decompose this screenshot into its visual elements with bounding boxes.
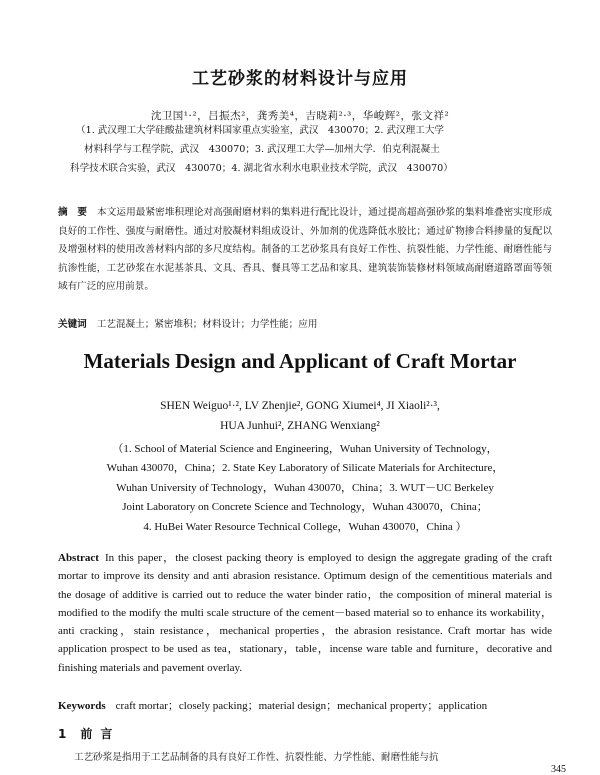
section-title: 前言 — [80, 727, 121, 741]
keywords-english — [58, 697, 487, 713]
abstract-english-label: Abstract — [58, 552, 99, 564]
abstract-chinese-text: 本文运用最紧密堆积理论对高强耐磨材料的集料进行配比设计，通过提高超高强砂浆的集料堆叠密实度形成良好的工作性、强度与耐磨性。通过对胶凝材料组成设计、外加剂的优选降低水胶比；通过矿物掺合料掺量的复配以及增强材料的使用改善材料内部的多尺度结构。制备的工艺砂浆具有良好工作性、抗裂性能、力学性能、耐磨性能与抗渗性能，工艺砂浆在水泥基茶具、文具、香具、餐具等工艺品和家具、建筑装饰装修材料领域高耐磨道路罩面等领域有广泛的应用前景。 — [58, 207, 553, 293]
affiliation-english-line-5: 4. HuBei Water Resource Technical College，Wuhan 430070，China ） — [143, 520, 467, 533]
page-number: 345 — [551, 764, 566, 775]
abstract-english — [58, 549, 552, 677]
affiliation-chinese-line-3: 科学技术联合实验，武汉 430070；4. 湖北省水利水电职业技术学院，武汉 430070） — [70, 163, 453, 174]
affiliation-english-line-1: （1. School of Material Science and Engineering，Wuhan University of Technology， — [112, 443, 498, 455]
keywords-chinese-label: 关键词 — [58, 319, 87, 330]
affiliations-english — [58, 440, 552, 537]
affiliation-english-line-4: Joint Laboratory on Concrete Science and Technology，Wuhan 430070，China； — [122, 501, 488, 514]
keywords-chinese — [58, 316, 317, 330]
affiliation-english-line-2: Wuhan 430070，China；2. State Key Laboratory of Silicate Materials for Architecture， — [106, 462, 504, 475]
abstract-chinese-label: 摘 要 — [58, 207, 88, 218]
keywords-english-text: craft mortar；closely packing；material design；mechanical property；application — [115, 700, 488, 712]
title-chinese: 工艺砂浆的材料设计与应用 — [192, 69, 408, 89]
keywords-chinese-text: 工艺混凝土；紧密堆积；材料设计；力学性能；应用 — [96, 319, 318, 330]
section-1-body-text: 工艺砂浆是指用于工艺品制备的具有良好工作性、抗裂性能、力学性能、耐磨性能与抗 — [74, 752, 439, 763]
section-heading-1 — [58, 725, 120, 742]
authors-chinese: 沈卫国¹·²，吕振杰²，龚秀美⁴，吉晓莉²·³，华峻辉²，张文祥² — [150, 110, 450, 122]
authors-english-line-1: SHEN Weiguo¹·², LV Zhenjie², GONG Xiumei⁴, JI Xiaoli²·³, — [160, 400, 440, 412]
affiliation-chinese-line-2: 材料科学与工程学院，武汉 430070；3. 武汉理工大学—加州大学．伯克利混凝土 — [84, 144, 440, 155]
abstract-chinese — [58, 204, 552, 297]
abstract-english-text: In this paper，the closest packing theory is employed to design the aggregate grading of the craft mortar to improve its density and anti abrasion resistance. Optimum design of the cementitious materials and the dosage of additive is carried out to reduce the water binder ratio，the composition of mineral material is modified to the modify the multi scale structure of the cement－based material so to enhance its workability，anti cracking，stain resistance，mechanical properties，the abrasion resistance. Craft mortar has wide application prospect to be used as tea，stationary，table，incense ware table and furniture，decorative and finishing materials and pavement overlay. — [58, 552, 552, 674]
authors-english-line-2: HUA Junhui², ZHANG Wenxiang² — [220, 420, 380, 432]
keywords-english-label: Keywords — [58, 700, 106, 712]
title-english: Materials Design and Applicant of Craft Mortar — [83, 349, 517, 373]
section-number: 1 — [58, 727, 67, 741]
affiliation-english-line-3: Wuhan University of Technology，Wuhan 430070，China；3. WUT－UC Berkeley — [116, 481, 494, 494]
affiliation-chinese-line-1: （1. 武汉理工大学硅酸盐建筑材料国家重点实验室，武汉 430070；2. 武汉理工大学 — [76, 125, 445, 136]
